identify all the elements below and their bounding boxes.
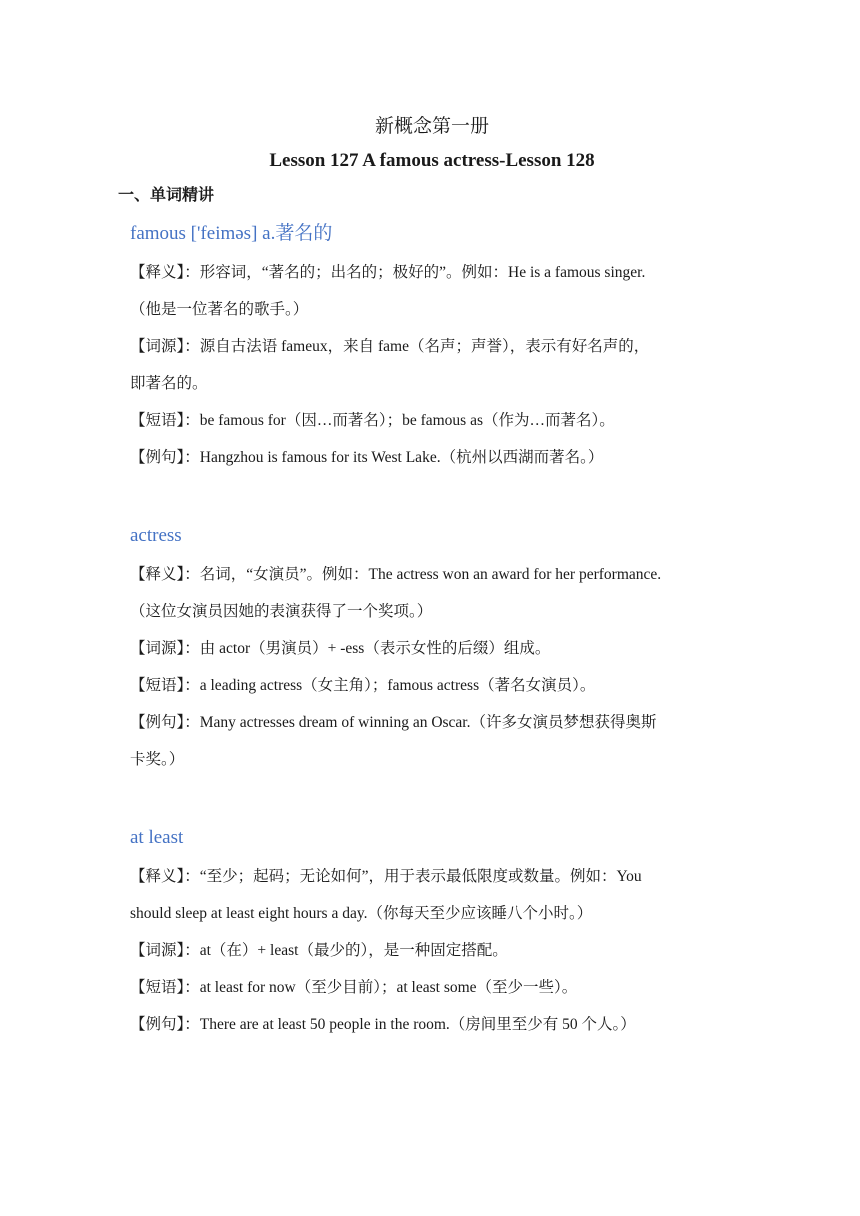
section-heading: 一、单词精讲 [118, 187, 215, 204]
definition-continuation-line: should sleep at least eight hours a day.（你每天至少应该睡八个小时。） [130, 905, 593, 922]
etymology-continuation-line: 即著名的。 [130, 375, 208, 392]
vocab-entry-famous [130, 220, 734, 476]
definition-translation-line: （这位女演员因她的表演获得了一个奖项。） [130, 603, 433, 620]
phrases-line: 【短语】：at least for now（至少目前）；at least some（至少一些）。 [130, 979, 578, 996]
example-line: 【例句】：Many actresses dream of winning an Oscar.（许多女演员梦想获得奥斯 [130, 714, 657, 731]
etymology-line: 【词源】：at（在）+ least（最少的），是一种固定搭配。 [130, 942, 508, 959]
phrases-line: 【短语】：a leading actress（女主角）；famous actress（著名女演员）。 [130, 677, 596, 694]
definition-translation-line: （他是一位著名的歌手。） [130, 301, 309, 318]
example-line: 【例句】：Hangzhou is famous for its West Lake.（杭州以西湖而著名。） [130, 449, 604, 466]
phrases-line: 【短语】：be famous for（因…而著名）；be famous as（作为…而著名）。 [130, 412, 615, 429]
vocab-entry-actress [130, 522, 734, 778]
headword-at-least: at least [130, 827, 184, 848]
headword-actress: actress [130, 525, 182, 546]
example-line: 【例句】：There are at least 50 people in the room.（房间里至少有 50 个人。） [130, 1016, 636, 1033]
definition-line: 【释义】：“至少；起码；无论如何”，用于表示最低限度或数量。例如：You [130, 868, 642, 885]
headword-famous: famous ['feiməs] a.著名的 [130, 223, 333, 244]
vocab-entry-at-least [130, 824, 734, 1043]
example-continuation-line: 卡奖。） [130, 751, 185, 768]
definition-line: 【释义】：名词，“女演员”。例如：The actress won an award for her performance. [130, 566, 662, 583]
definition-line: 【释义】：形容词，“著名的；出名的；极好的”。例如：He is a famous singer. [130, 264, 646, 281]
etymology-line: 【词源】：由 actor（男演员）+ -ess（表示女性的后缀）组成。 [130, 640, 551, 657]
document-page [118, 112, 734, 1043]
document-title: 新概念第一册 [374, 116, 489, 137]
lesson-title: Lesson 127 A famous actress-Lesson 128 [269, 150, 595, 171]
etymology-line: 【词源】：源自古法语 fameux，来自 fame（名声；声誉），表示有好名声的， [130, 338, 650, 355]
